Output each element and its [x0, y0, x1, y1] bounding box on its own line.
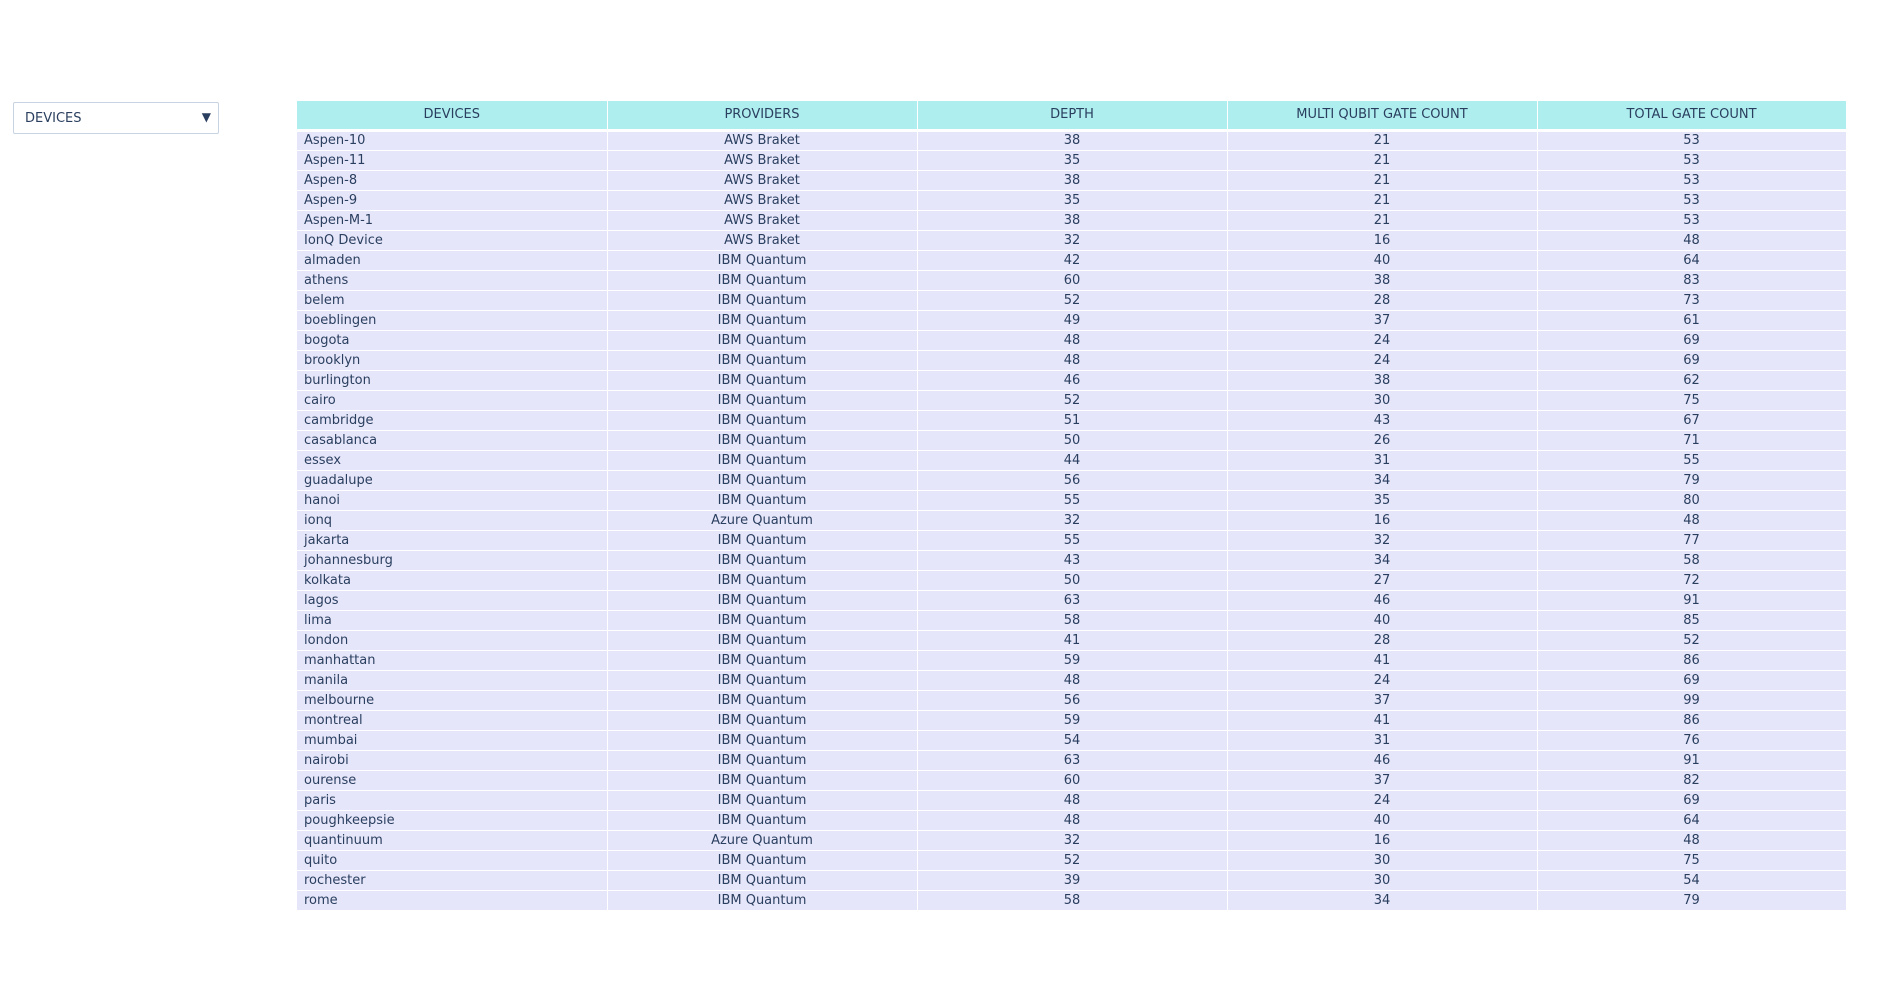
table-row: [297, 690, 1846, 710]
table-row: [297, 610, 1846, 630]
table-row: [297, 790, 1846, 810]
cell-total-gate-count: 48: [1537, 510, 1846, 530]
cell-multi-qubit-gate-count: 31: [1227, 730, 1537, 750]
cell-depth: 56: [917, 690, 1227, 710]
table-row: [297, 470, 1846, 490]
table-row: [297, 550, 1846, 570]
table-row: [297, 370, 1846, 390]
cell-provider: IBM Quantum: [607, 350, 917, 370]
cell-provider: AWS Braket: [607, 170, 917, 190]
cell-depth: 41: [917, 630, 1227, 650]
table-row: [297, 630, 1846, 650]
table-row: [297, 290, 1846, 310]
table-row: [297, 430, 1846, 450]
table-row: [297, 230, 1846, 250]
cell-device: essex: [297, 450, 607, 470]
cell-device: Aspen-M-1: [297, 210, 607, 230]
cell-multi-qubit-gate-count: 27: [1227, 570, 1537, 590]
cell-multi-qubit-gate-count: 16: [1227, 230, 1537, 250]
table-header-row: [297, 101, 1846, 130]
cell-depth: 38: [917, 210, 1227, 230]
cell-device: Aspen-11: [297, 150, 607, 170]
cell-provider: IBM Quantum: [607, 590, 917, 610]
cell-multi-qubit-gate-count: 37: [1227, 770, 1537, 790]
cell-total-gate-count: 53: [1537, 130, 1846, 150]
cell-device: ionq: [297, 510, 607, 530]
cell-depth: 54: [917, 730, 1227, 750]
cell-provider: IBM Quantum: [607, 710, 917, 730]
cell-provider: AWS Braket: [607, 190, 917, 210]
cell-depth: 48: [917, 790, 1227, 810]
cell-depth: 32: [917, 510, 1227, 530]
cell-total-gate-count: 69: [1537, 330, 1846, 350]
cell-device: kolkata: [297, 570, 607, 590]
cell-device: johannesburg: [297, 550, 607, 570]
table-row: [297, 750, 1846, 770]
cell-total-gate-count: 83: [1537, 270, 1846, 290]
cell-multi-qubit-gate-count: 31: [1227, 450, 1537, 470]
cell-multi-qubit-gate-count: 24: [1227, 330, 1537, 350]
cell-device: Aspen-9: [297, 190, 607, 210]
cell-provider: IBM Quantum: [607, 270, 917, 290]
cell-device: casablanca: [297, 430, 607, 450]
cell-provider: IBM Quantum: [607, 470, 917, 490]
cell-device: mumbai: [297, 730, 607, 750]
cell-device: ourense: [297, 770, 607, 790]
cell-multi-qubit-gate-count: 34: [1227, 550, 1537, 570]
table-row: [297, 350, 1846, 370]
cell-depth: 50: [917, 430, 1227, 450]
cell-depth: 42: [917, 250, 1227, 270]
cell-multi-qubit-gate-count: 30: [1227, 390, 1537, 410]
cell-provider: AWS Braket: [607, 130, 917, 150]
cell-depth: 63: [917, 590, 1227, 610]
cell-multi-qubit-gate-count: 21: [1227, 210, 1537, 230]
cell-device: rome: [297, 890, 607, 910]
table-row: [297, 450, 1846, 470]
cell-total-gate-count: 69: [1537, 350, 1846, 370]
cell-depth: 35: [917, 150, 1227, 170]
cell-provider: IBM Quantum: [607, 770, 917, 790]
cell-device: quito: [297, 850, 607, 870]
cell-device: paris: [297, 790, 607, 810]
table-row: [297, 310, 1846, 330]
cell-multi-qubit-gate-count: 40: [1227, 250, 1537, 270]
caret-down-icon: ▼: [201, 110, 211, 124]
table-row: [297, 850, 1846, 870]
cell-provider: IBM Quantum: [607, 490, 917, 510]
cell-multi-qubit-gate-count: 21: [1227, 150, 1537, 170]
cell-total-gate-count: 79: [1537, 470, 1846, 490]
cell-device: nairobi: [297, 750, 607, 770]
table-row: [297, 390, 1846, 410]
cell-multi-qubit-gate-count: 37: [1227, 690, 1537, 710]
cell-total-gate-count: 75: [1537, 390, 1846, 410]
cell-multi-qubit-gate-count: 24: [1227, 350, 1537, 370]
cell-depth: 58: [917, 890, 1227, 910]
cell-multi-qubit-gate-count: 41: [1227, 710, 1537, 730]
table-row: [297, 590, 1846, 610]
cell-device: melbourne: [297, 690, 607, 710]
cell-provider: IBM Quantum: [607, 630, 917, 650]
cell-multi-qubit-gate-count: 38: [1227, 370, 1537, 390]
cell-depth: 44: [917, 450, 1227, 470]
cell-device: brooklyn: [297, 350, 607, 370]
cell-total-gate-count: 53: [1537, 170, 1846, 190]
cell-provider: IBM Quantum: [607, 670, 917, 690]
cell-device: Aspen-8: [297, 170, 607, 190]
cell-device: jakarta: [297, 530, 607, 550]
cell-total-gate-count: 58: [1537, 550, 1846, 570]
cell-total-gate-count: 99: [1537, 690, 1846, 710]
cell-total-gate-count: 53: [1537, 150, 1846, 170]
cell-device: quantinuum: [297, 830, 607, 850]
cell-provider: IBM Quantum: [607, 450, 917, 470]
cell-multi-qubit-gate-count: 16: [1227, 510, 1537, 530]
cell-depth: 63: [917, 750, 1227, 770]
cell-device: manhattan: [297, 650, 607, 670]
cell-device: london: [297, 630, 607, 650]
cell-depth: 55: [917, 490, 1227, 510]
cell-depth: 60: [917, 270, 1227, 290]
cell-depth: 59: [917, 650, 1227, 670]
cell-depth: 59: [917, 710, 1227, 730]
cell-total-gate-count: 85: [1537, 610, 1846, 630]
table-row: [297, 810, 1846, 830]
cell-total-gate-count: 52: [1537, 630, 1846, 650]
cell-device: cairo: [297, 390, 607, 410]
cell-depth: 52: [917, 290, 1227, 310]
cell-total-gate-count: 77: [1537, 530, 1846, 550]
cell-depth: 51: [917, 410, 1227, 430]
table-row: [297, 130, 1846, 150]
cell-depth: 39: [917, 870, 1227, 890]
cell-device: manila: [297, 670, 607, 690]
table-row: [297, 670, 1846, 690]
cell-multi-qubit-gate-count: 30: [1227, 850, 1537, 870]
cell-multi-qubit-gate-count: 37: [1227, 310, 1537, 330]
table-row: [297, 870, 1846, 890]
cell-device: belem: [297, 290, 607, 310]
cell-total-gate-count: 54: [1537, 870, 1846, 890]
devices-table: [297, 101, 1846, 918]
header-depth: DEPTH: [917, 101, 1227, 130]
cell-total-gate-count: 76: [1537, 730, 1846, 750]
table-row: [297, 830, 1846, 850]
cell-total-gate-count: 55: [1537, 450, 1846, 470]
cell-total-gate-count: 82: [1537, 770, 1846, 790]
cell-device: athens: [297, 270, 607, 290]
dropdown-selected-value: DEVICES: [25, 111, 82, 126]
cell-depth: 58: [917, 610, 1227, 630]
table-row: [297, 210, 1846, 230]
cell-total-gate-count: 61: [1537, 310, 1846, 330]
cell-total-gate-count: 79: [1537, 890, 1846, 910]
cell-multi-qubit-gate-count: 16: [1227, 830, 1537, 850]
cell-provider: IBM Quantum: [607, 650, 917, 670]
cell-total-gate-count: 91: [1537, 750, 1846, 770]
cell-provider: IBM Quantum: [607, 370, 917, 390]
cell-total-gate-count: 86: [1537, 710, 1846, 730]
cell-depth: 38: [917, 170, 1227, 190]
table-row: [297, 250, 1846, 270]
table-row: [297, 650, 1846, 670]
cell-device: Aspen-10: [297, 130, 607, 150]
cell-device: boeblingen: [297, 310, 607, 330]
cell-total-gate-count: 53: [1537, 190, 1846, 210]
cell-device: hanoi: [297, 490, 607, 510]
cell-device: poughkeepsie: [297, 810, 607, 830]
table-row: [297, 270, 1846, 290]
cell-multi-qubit-gate-count: 43: [1227, 410, 1537, 430]
table-row: [297, 510, 1846, 530]
cell-provider: IBM Quantum: [607, 530, 917, 550]
cell-multi-qubit-gate-count: 40: [1227, 810, 1537, 830]
cell-provider: IBM Quantum: [607, 850, 917, 870]
cell-depth: 52: [917, 850, 1227, 870]
devices-dropdown[interactable]: [13, 102, 219, 134]
cell-provider: IBM Quantum: [607, 410, 917, 430]
cell-multi-qubit-gate-count: 24: [1227, 670, 1537, 690]
cell-provider: IBM Quantum: [607, 290, 917, 310]
cell-provider: IBM Quantum: [607, 550, 917, 570]
cell-provider: Azure Quantum: [607, 510, 917, 530]
cell-provider: IBM Quantum: [607, 430, 917, 450]
cell-provider: IBM Quantum: [607, 250, 917, 270]
cell-depth: 32: [917, 830, 1227, 850]
cell-provider: AWS Braket: [607, 210, 917, 230]
table-row: [297, 330, 1846, 350]
cell-total-gate-count: 86: [1537, 650, 1846, 670]
table-row: [297, 410, 1846, 430]
cell-multi-qubit-gate-count: 21: [1227, 130, 1537, 150]
cell-provider: IBM Quantum: [607, 790, 917, 810]
cell-device: bogota: [297, 330, 607, 350]
cell-provider: IBM Quantum: [607, 570, 917, 590]
cell-total-gate-count: 48: [1537, 230, 1846, 250]
cell-provider: IBM Quantum: [607, 390, 917, 410]
cell-total-gate-count: 62: [1537, 370, 1846, 390]
cell-device: almaden: [297, 250, 607, 270]
cell-device: burlington: [297, 370, 607, 390]
cell-multi-qubit-gate-count: 38: [1227, 270, 1537, 290]
cell-multi-qubit-gate-count: 28: [1227, 630, 1537, 650]
cell-multi-qubit-gate-count: 41: [1227, 650, 1537, 670]
cell-total-gate-count: 72: [1537, 570, 1846, 590]
table-body: [297, 130, 1846, 910]
cell-provider: IBM Quantum: [607, 890, 917, 910]
cell-total-gate-count: 73: [1537, 290, 1846, 310]
cell-multi-qubit-gate-count: 30: [1227, 870, 1537, 890]
cell-multi-qubit-gate-count: 32: [1227, 530, 1537, 550]
header-total-gate-count: TOTAL GATE COUNT: [1537, 101, 1846, 130]
cell-depth: 52: [917, 390, 1227, 410]
table-row: [297, 190, 1846, 210]
cell-provider: IBM Quantum: [607, 610, 917, 630]
table-row: [297, 770, 1846, 790]
cell-provider: IBM Quantum: [607, 870, 917, 890]
cell-multi-qubit-gate-count: 34: [1227, 890, 1537, 910]
table-row: [297, 570, 1846, 590]
cell-multi-qubit-gate-count: 26: [1227, 430, 1537, 450]
cell-multi-qubit-gate-count: 46: [1227, 750, 1537, 770]
cell-depth: 56: [917, 470, 1227, 490]
cell-total-gate-count: 64: [1537, 810, 1846, 830]
table-row: [297, 490, 1846, 510]
cell-device: rochester: [297, 870, 607, 890]
cell-multi-qubit-gate-count: 35: [1227, 490, 1537, 510]
cell-depth: 48: [917, 330, 1227, 350]
cell-depth: 55: [917, 530, 1227, 550]
cell-device: IonQ Device: [297, 230, 607, 250]
cell-device: montreal: [297, 710, 607, 730]
cell-depth: 60: [917, 770, 1227, 790]
cell-depth: 38: [917, 130, 1227, 150]
cell-depth: 48: [917, 670, 1227, 690]
cell-device: cambridge: [297, 410, 607, 430]
header-devices: DEVICES: [297, 101, 607, 130]
cell-multi-qubit-gate-count: 21: [1227, 170, 1537, 190]
cell-provider: IBM Quantum: [607, 330, 917, 350]
cell-device: lagos: [297, 590, 607, 610]
cell-total-gate-count: 48: [1537, 830, 1846, 850]
table-row: [297, 170, 1846, 190]
table-row: [297, 710, 1846, 730]
cell-multi-qubit-gate-count: 24: [1227, 790, 1537, 810]
table-row: [297, 730, 1846, 750]
cell-provider: IBM Quantum: [607, 810, 917, 830]
cell-total-gate-count: 91: [1537, 590, 1846, 610]
cell-total-gate-count: 67: [1537, 410, 1846, 430]
table-row: [297, 530, 1846, 550]
cell-multi-qubit-gate-count: 34: [1227, 470, 1537, 490]
cell-depth: 50: [917, 570, 1227, 590]
cell-multi-qubit-gate-count: 46: [1227, 590, 1537, 610]
cell-depth: 48: [917, 350, 1227, 370]
cell-total-gate-count: 75: [1537, 850, 1846, 870]
cell-depth: 35: [917, 190, 1227, 210]
cell-total-gate-count: 80: [1537, 490, 1846, 510]
cell-multi-qubit-gate-count: 28: [1227, 290, 1537, 310]
table-row: [297, 150, 1846, 170]
cell-multi-qubit-gate-count: 40: [1227, 610, 1537, 630]
cell-provider: AWS Braket: [607, 230, 917, 250]
header-multi-qubit-gate-count: MULTI QUBIT GATE COUNT: [1227, 101, 1537, 130]
cell-depth: 32: [917, 230, 1227, 250]
cell-provider: AWS Braket: [607, 150, 917, 170]
cell-total-gate-count: 69: [1537, 670, 1846, 690]
cell-total-gate-count: 53: [1537, 210, 1846, 230]
cell-depth: 49: [917, 310, 1227, 330]
cell-device: guadalupe: [297, 470, 607, 490]
cell-depth: 43: [917, 550, 1227, 570]
table-row: [297, 890, 1846, 910]
cell-provider: IBM Quantum: [607, 730, 917, 750]
header-providers: PROVIDERS: [607, 101, 917, 130]
cell-provider: IBM Quantum: [607, 690, 917, 710]
cell-total-gate-count: 64: [1537, 250, 1846, 270]
cell-depth: 46: [917, 370, 1227, 390]
cell-provider: IBM Quantum: [607, 750, 917, 770]
cell-device: lima: [297, 610, 607, 630]
cell-depth: 48: [917, 810, 1227, 830]
cell-total-gate-count: 69: [1537, 790, 1846, 810]
cell-provider: IBM Quantum: [607, 310, 917, 330]
cell-provider: Azure Quantum: [607, 830, 917, 850]
cell-multi-qubit-gate-count: 21: [1227, 190, 1537, 210]
cell-total-gate-count: 71: [1537, 430, 1846, 450]
